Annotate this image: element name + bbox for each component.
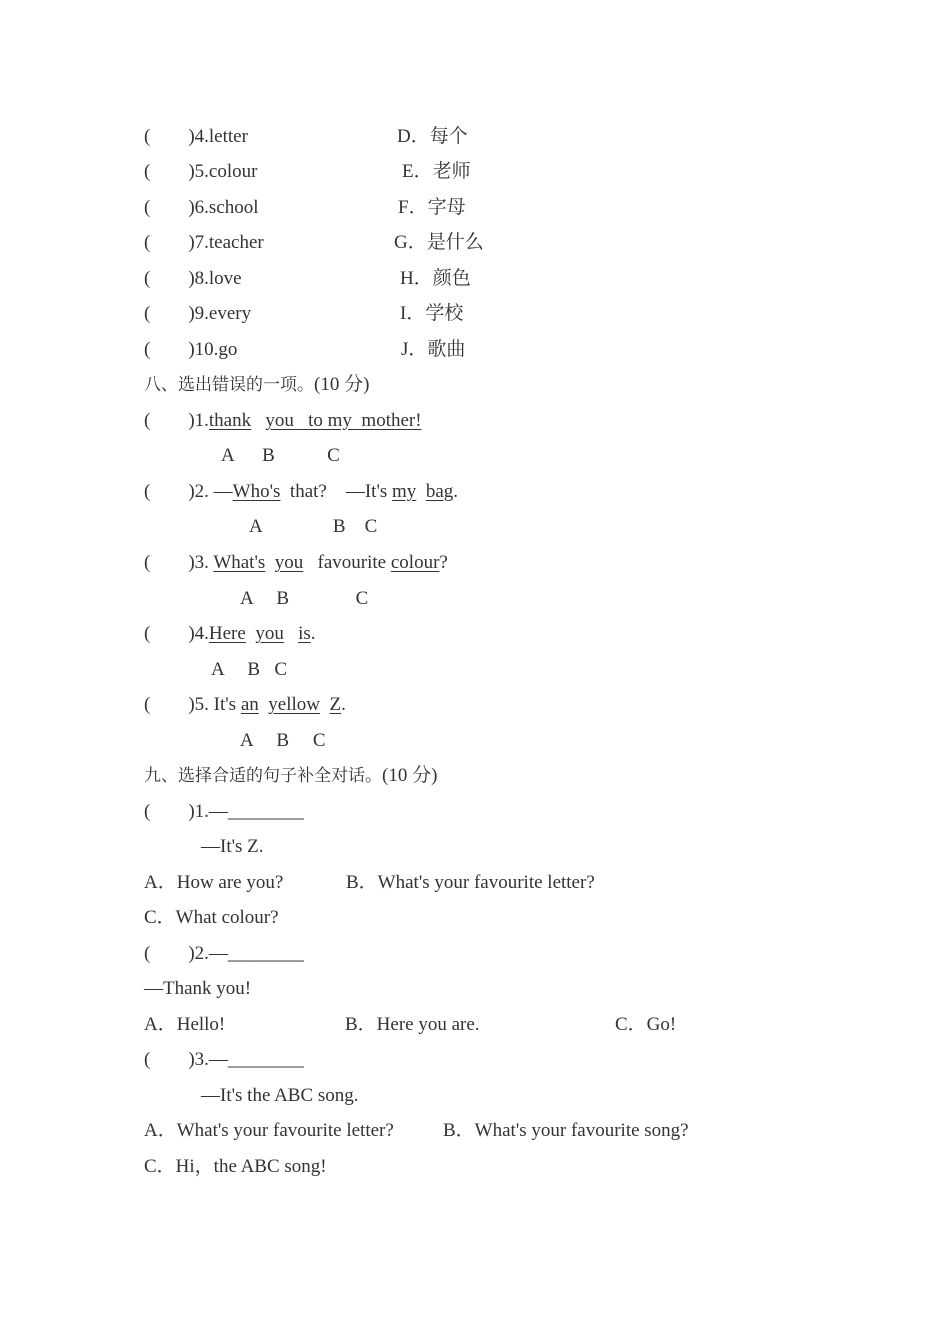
s8-q2-prefix: ( )2. — [144, 481, 233, 502]
s8-q4-letters: A B C [211, 659, 288, 680]
s9-q1-option-b: B．What's your favourite letter? [346, 872, 595, 893]
s9-q3-option-a: A．What's your favourite letter? [144, 1120, 394, 1141]
s8-q2-end: . [453, 481, 458, 502]
s9-q2-option-c: C．Go! [615, 1014, 677, 1035]
s8-q3 [144, 551, 448, 575]
s9-q1-stem: ( )1.—________ [144, 801, 304, 822]
s9-q2-option-a: A．Hello! [144, 1014, 226, 1035]
match-item-6: ( )6.school [144, 197, 259, 218]
s8-q5-prefix: ( )5. It's [144, 694, 241, 715]
s9-q2-reply: —Thank you! [144, 978, 252, 999]
match-option-j: J．歌曲 [401, 339, 466, 360]
s8-q1-letters: A B C [221, 445, 340, 466]
s8-q2-part-b: my [392, 481, 417, 502]
s8-q5-part-c: Z [329, 694, 342, 715]
s8-q4-part-c: is [298, 623, 311, 644]
s8-q1 [144, 409, 422, 433]
s8-q3-middle: favourite [303, 552, 391, 573]
match-item-7: ( )7.teacher [144, 232, 264, 253]
s9-q3-reply: —It's the ABC song. [201, 1085, 359, 1106]
s8-q1-part-b: you [265, 410, 294, 431]
s8-q4-part-b: you [255, 623, 284, 644]
match-option-i: I．学校 [400, 303, 464, 324]
match-option-f: F．字母 [398, 197, 466, 218]
s8-q1-part-c: to my mother! [308, 410, 422, 431]
s8-q2-part-a: Who's [232, 481, 281, 502]
s8-q4 [144, 622, 316, 646]
s8-q2 [144, 480, 458, 504]
match-item-10: ( )10.go [144, 339, 238, 360]
section-8-title: 八、选出错误的一项。 [144, 375, 314, 395]
s9-q3-stem: ( )3.—________ [144, 1049, 304, 1070]
match-item-5: ( )5.colour [144, 161, 258, 182]
s8-q3-part-a: What's [213, 552, 266, 573]
s9-q3-option-b: B．What's your favourite song? [443, 1120, 689, 1141]
section-8-heading [144, 373, 369, 397]
s8-q4-end: . [310, 623, 316, 644]
s8-q5 [144, 693, 346, 717]
s9-q2-option-b: B．Here you are. [345, 1014, 480, 1035]
match-option-d: D．每个 [397, 126, 468, 147]
s8-q4-part-a: Here [208, 623, 246, 644]
s9-q1-reply: —It's Z. [201, 836, 264, 857]
s8-q5-part-a: an [240, 694, 259, 715]
s9-q1-option-a: A．How are you? [144, 872, 284, 893]
section-8-score: (10 分) [314, 374, 370, 395]
match-item-9: ( )9.every [144, 303, 252, 324]
section-9-heading [144, 764, 437, 788]
s8-q5-letters: A B C [240, 730, 326, 751]
s9-q2-stem: ( )2.—________ [144, 943, 304, 964]
section-9-title: 九、选择合适的句子补全对话。 [144, 766, 382, 786]
section-9-score: (10 分) [382, 765, 438, 786]
s8-q3-part-c: colour [390, 552, 440, 573]
match-option-e: E．老师 [402, 161, 471, 182]
s8-q5-part-b: yellow [268, 694, 320, 715]
s8-q4-prefix: ( )4. [144, 623, 209, 644]
match-option-g: G．是什么 [394, 232, 484, 253]
s8-q1-prefix: ( )1. [144, 410, 209, 431]
s9-q1-option-c: C．What colour? [144, 907, 279, 928]
s8-q5-end: . [341, 694, 346, 715]
match-item-4: ( )4.letter [144, 126, 248, 147]
s8-q1-space [294, 410, 308, 431]
s8-q3-letters: A B C [240, 588, 369, 609]
s8-q3-prefix: ( )3. [144, 552, 214, 573]
match-option-h: H．颜色 [400, 268, 471, 289]
s8-q1-part-a: thank [208, 410, 252, 431]
s8-q2-part-c: bag [425, 481, 454, 502]
match-item-8: ( )8.love [144, 268, 242, 289]
s8-q2-middle: that? —It's [280, 481, 393, 502]
s9-q3-option-c: C．Hi，the ABC song! [144, 1156, 327, 1177]
s8-q3-end: ? [439, 552, 448, 573]
s8-q3-part-b: you [274, 552, 304, 573]
s8-q2-letters: A B C [249, 516, 378, 537]
